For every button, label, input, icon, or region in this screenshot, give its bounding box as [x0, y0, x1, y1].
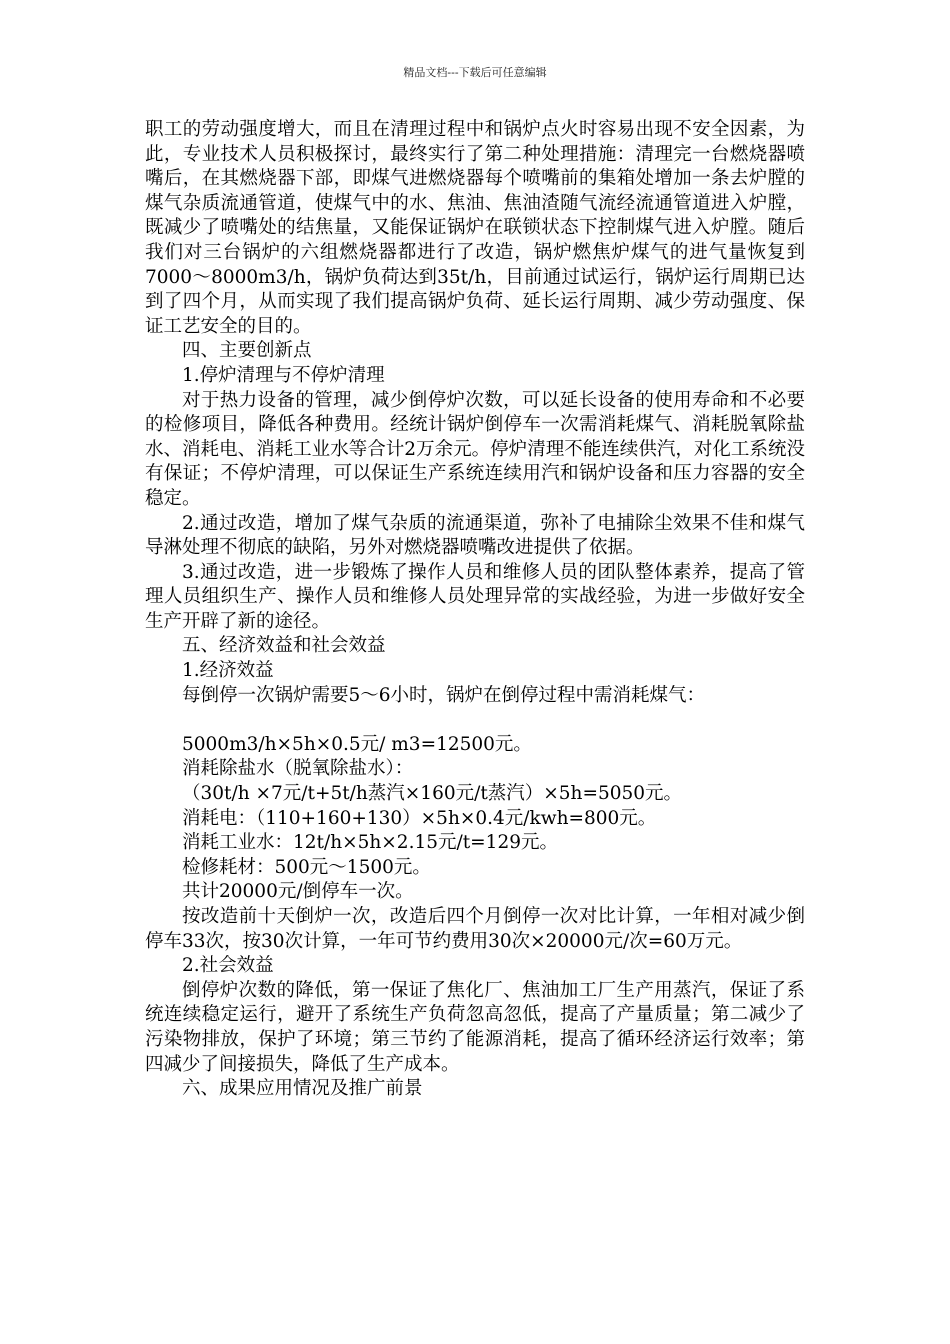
section-heading-6: 六、成果应用情况及推广前景 [182, 1078, 423, 1100]
section-heading-5: 五、经济效益和社会效益 [182, 635, 386, 657]
calc-line-gas: 5000m3/h×5h×0.5元/ m3=12500元。 [182, 733, 532, 755]
calc-line-total: 共计20000元/倒停车一次。 [182, 881, 414, 903]
subheading-economic: 1.经济效益 [182, 660, 274, 682]
calc-line-industrial-water: 消耗工业水：12t/h×5h×2.15元/t=129元。 [182, 832, 558, 854]
subheading-1: 1.停炉清理与不停炉清理 [182, 364, 385, 386]
paragraph: 对于热力设备的管理，减少倒停炉次数，可以延长设备的使用寿命和不必要的检修项目，降低各种费用。经统计锅炉倒停车一次需消耗煤气、消耗脱氧除盐水、消耗电、消耗工业水等合计2万余元。停炉清理不能连续供汽，对化工系统没有保证；不停炉清理，可以保证生产系统连续用汽和锅炉设备和压力容器的安全稳定。 [145, 389, 805, 509]
paragraph: 3.通过改造，进一步锻炼了操作人员和维修人员的团队整体素养，提高了管理人员组织生产、操作人员和维修人员处理异常的实战经验，为进一步做好安全生产开辟了新的途径。 [145, 561, 805, 632]
paragraph-continuation: 职工的劳动强度增大，而且在清理过程中和锅炉点火时容易出现不安全因素，为此，专业技术人员积极探讨，最终实行了第二种处理措施：清理完一台燃烧器喷嘴后，在其燃烧器下部，即煤气进燃烧器每个喷嘴前的集箱处增加一条去炉膛的煤气杂质流通管道，使煤气中的水、焦油、焦油渣随气流经流通管道进入炉膛，既减少了喷嘴处的结焦量，又能保证锅炉在联锁状态下控制煤气进入炉膛。随后我们对三台锅炉的六组燃烧器都进行了改造，锅炉燃焦炉煤气的进气量恢复到7000～8000m3/h，锅炉负荷达到35t/h，目前通过试运行，锅炉运行周期已达到了四个月，从而实现了我们提高锅炉负荷、延长运行周期、减少劳动强度、保证工艺安全的目的。 [145, 119, 805, 337]
calc-line-water-label: 消耗除盐水（脱氧除盐水）： [182, 758, 414, 780]
calc-line-materials: 检修耗材：500元～1500元。 [182, 856, 431, 878]
blank-line [145, 708, 805, 733]
page-header: 精品文档---下载后可任意编辑 [403, 66, 547, 79]
paragraph: 每倒停一次锅炉需要5～6小时，锅炉在倒停过程中需消耗煤气： [182, 684, 706, 706]
paragraph: 2.通过改造，增加了煤气杂质的流通渠道，弥补了电捕除尘效果不佳和煤气导淋处理不彻底的缺陷，另外对燃烧器喷嘴改进提供了依据。 [145, 512, 805, 559]
paragraph: 按改造前十天倒炉一次，改造后四个月倒停一次对比计算，一年相对减少倒停车33次，按30次计算，一年可节约费用30次×20000元/次=60万元。 [145, 906, 805, 952]
paragraph: 倒停炉次数的降低，第一保证了焦化厂、焦油加工厂生产用蒸汽，保证了系统连续稳定运行，避开了系统生产负荷忽高忽低，提高了产量质量；第二减少了污染物排放，保护了环境；第三节约了能源消耗，提高了循环经济运行效率；第四减少了间接损失，降低了生产成本。 [145, 979, 805, 1075]
section-heading-4: 四、主要创新点 [182, 340, 312, 362]
document-body [145, 118, 805, 1102]
calc-line-electricity: 消耗电：（110+160+130）×5h×0.4元/kwh=800元。 [182, 807, 657, 829]
subheading-social: 2.社会效益 [182, 955, 274, 977]
calc-line-water: （30t/h ×7元/t+5t/h蒸汽×160元/t蒸汽）×5h=5050元。 [182, 783, 683, 805]
